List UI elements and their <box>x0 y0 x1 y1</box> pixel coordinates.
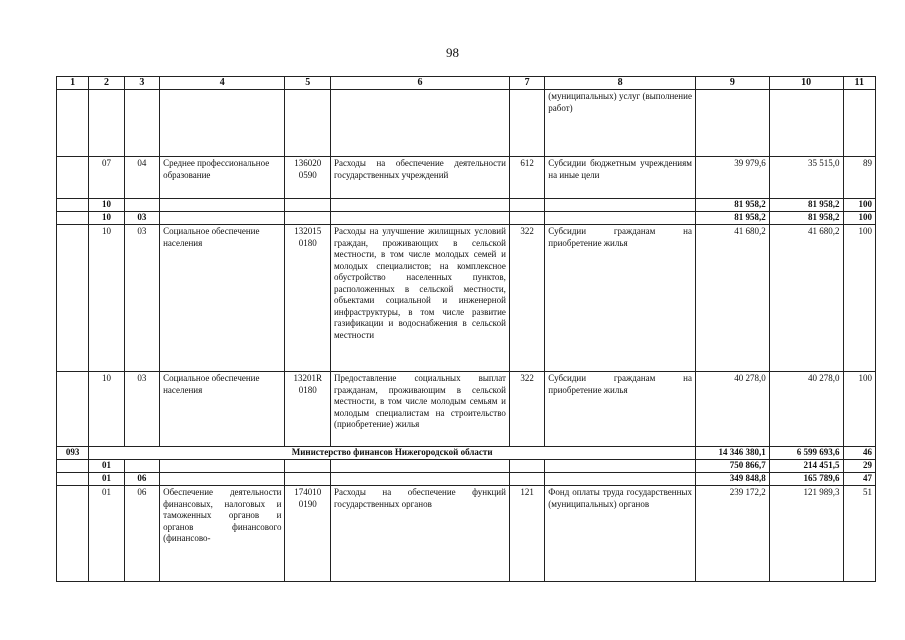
plan-amount: 40 278,0 <box>695 372 769 447</box>
header-cell: 9 <box>695 77 769 90</box>
table-row <box>57 90 876 157</box>
target-description: Расходы на улучшение жилищных условий граждан, проживающих в сельской местности, в том числе молодых семей и молодых специалистов; на комплексное обустройство населенных пунктов, расположенных в сельской местности, объектами социальной и инженерной инфраструктуры, в том числе развитие газификации и водоснабжения в сельской местности <box>330 225 509 372</box>
header-cell: 3 <box>124 77 159 90</box>
percent: 51 <box>843 486 875 582</box>
actual-amount: 40 278,0 <box>769 372 843 447</box>
table-row <box>57 212 876 225</box>
section-code: 01 <box>89 473 124 486</box>
percent: 100 <box>843 372 875 447</box>
plan-amount: 349 848,8 <box>695 473 769 486</box>
plan-amount: 14 346 380,1 <box>695 447 769 460</box>
section-code: 10 <box>89 212 124 225</box>
subsection-code: 06 <box>124 473 159 486</box>
subsection-name: Социальное обеспечение населения <box>160 372 285 447</box>
plan-amount: 41 680,2 <box>695 225 769 372</box>
header-cell: 10 <box>769 77 843 90</box>
plan-amount: 239 172,2 <box>695 486 769 582</box>
section-code: 07 <box>89 157 124 199</box>
target-article: 136020 0590 <box>285 157 331 199</box>
subsection-code: 03 <box>124 372 159 447</box>
table-row <box>57 486 876 582</box>
section-code: 01 <box>89 486 124 582</box>
header-cell: 8 <box>545 77 696 90</box>
target-description: Расходы на обеспечение деятельности государственных учреждений <box>330 157 509 199</box>
header-cell: 2 <box>89 77 124 90</box>
target-article: 13201R 0180 <box>285 372 331 447</box>
percent: 100 <box>843 199 875 212</box>
percent: 89 <box>843 157 875 199</box>
header-cell: 4 <box>160 77 285 90</box>
target-description: Расходы на обеспечение функций государственных органов <box>330 486 509 582</box>
percent: 29 <box>843 460 875 473</box>
section-code: 10 <box>89 199 124 212</box>
actual-amount: 214 451,5 <box>769 460 843 473</box>
percent: 100 <box>843 212 875 225</box>
expense-type: Субсидии гражданам на приобретение жилья <box>545 372 696 447</box>
header-cell: 6 <box>330 77 509 90</box>
actual-amount: 165 789,6 <box>769 473 843 486</box>
section-code: 01 <box>89 460 124 473</box>
expense-type: Субсидии гражданам на приобретение жилья <box>545 225 696 372</box>
actual-amount: 41 680,2 <box>769 225 843 372</box>
plan-amount: 750 866,7 <box>695 460 769 473</box>
expense-type: Субсидии бюджетным учреждениям на иные цели <box>545 157 696 199</box>
ministry-title: Министерство финансов Нижегородской области <box>89 447 696 460</box>
section-code: 10 <box>89 372 124 447</box>
expense-code: 121 <box>509 486 544 582</box>
percent: 100 <box>843 225 875 372</box>
ministry-code: 093 <box>57 447 89 460</box>
target-article: 132015 0180 <box>285 225 331 372</box>
header-cell: 5 <box>285 77 331 90</box>
table-row <box>57 157 876 199</box>
budget-table <box>56 76 876 582</box>
expense-type: Фонд оплаты труда государственных (муниципальных) органов <box>545 486 696 582</box>
expense-code: 322 <box>509 372 544 447</box>
plan-amount: 39 979,6 <box>695 157 769 199</box>
table-row <box>57 473 876 486</box>
table-row <box>57 460 876 473</box>
plan-amount: 81 958,2 <box>695 212 769 225</box>
subsection-code: 03 <box>124 225 159 372</box>
header-cell: 1 <box>57 77 89 90</box>
section-code: 10 <box>89 225 124 372</box>
subsection-code: 03 <box>124 212 159 225</box>
subsection-code: 04 <box>124 157 159 199</box>
subsection-name: Социальное обеспечение населения <box>160 225 285 372</box>
target-article: 174010 0190 <box>285 486 331 582</box>
table-row <box>57 199 876 212</box>
percent: 47 <box>843 473 875 486</box>
subsection-code: 06 <box>124 486 159 582</box>
page-number: 98 <box>446 45 459 60</box>
expense-code: 612 <box>509 157 544 199</box>
ministry-row <box>57 447 876 460</box>
header-cell: 7 <box>509 77 544 90</box>
subsection-name: Обеспечение деятельности финансовых, налоговых и таможенных органов и органов финансового (финансово- <box>160 486 285 582</box>
actual-amount: 35 515,0 <box>769 157 843 199</box>
actual-amount: 81 958,2 <box>769 212 843 225</box>
table-row <box>57 372 876 447</box>
expense-code: 322 <box>509 225 544 372</box>
subsection-name: Среднее профессиональное образование <box>160 157 285 199</box>
target-description: Предоставление социальных выплат гражданам, проживающим в сельской местности, в том числе молодым семьям и молодым специалистам на строительство (приобретение) жилья <box>330 372 509 447</box>
percent: 46 <box>843 447 875 460</box>
table-row <box>57 225 876 372</box>
actual-amount: 81 958,2 <box>769 199 843 212</box>
header-row <box>57 77 876 90</box>
header-cell: 11 <box>843 77 875 90</box>
expense-type: (муниципальных) услуг (выполнение работ) <box>545 90 696 157</box>
plan-amount: 81 958,2 <box>695 199 769 212</box>
actual-amount: 121 989,3 <box>769 486 843 582</box>
actual-amount: 6 599 693,6 <box>769 447 843 460</box>
